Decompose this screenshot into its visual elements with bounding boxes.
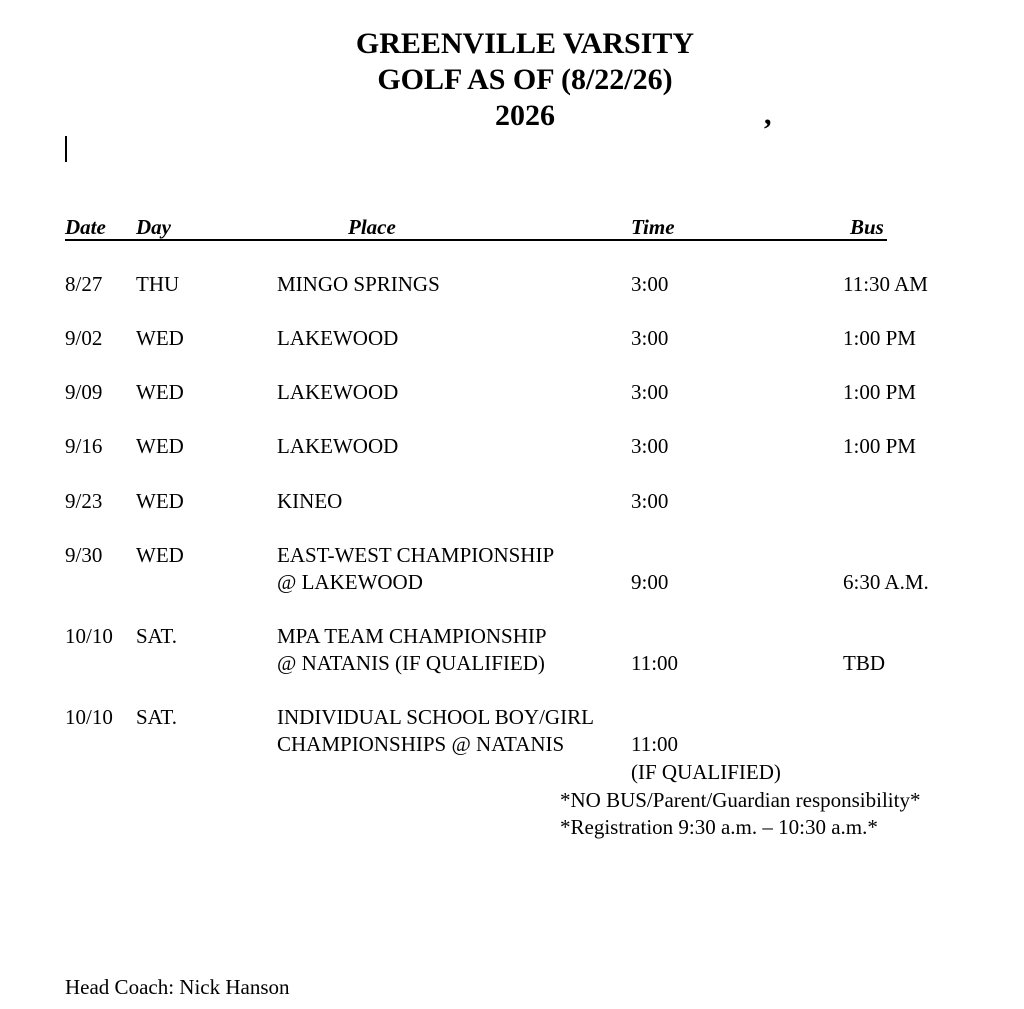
row-date: 8/27 [65, 272, 103, 296]
row-place: EAST-WEST CHAMPIONSHIP [277, 543, 555, 567]
row-place-line-2: @ NATANIS (IF QUALIFIED) [277, 651, 545, 675]
row-bus: TBD [843, 651, 885, 675]
row-place-line-2: @ LAKEWOOD [277, 570, 423, 594]
title-line-3: 2026 [495, 99, 555, 132]
title-line-2: GOLF AS OF (8/22/26) [377, 63, 673, 96]
row-bus: 6:30 A.M. [843, 570, 929, 594]
row-time: 3:00 [631, 380, 669, 404]
row-day: WED [136, 543, 184, 567]
row-place: KINEO [277, 489, 343, 513]
title-line-1: GREENVILLE VARSITY [355, 27, 695, 60]
row-time: 3:00 [631, 489, 669, 513]
stray-comma: , [764, 98, 772, 131]
row-day: WED [136, 380, 184, 404]
row-date: 9/09 [65, 380, 103, 404]
row-time: 3:00 [631, 434, 669, 458]
row-time: 3:00 [631, 272, 669, 296]
row-place: LAKEWOOD [277, 380, 399, 404]
row-date: 9/02 [65, 326, 103, 350]
row-bus: 1:00 PM [843, 380, 916, 404]
row-date: 9/30 [65, 543, 103, 567]
column-header-bus: Bus [850, 215, 884, 239]
row-place: MINGO SPRINGS [277, 272, 440, 296]
column-header-date: Date [65, 215, 106, 239]
row-bus: 11:30 AM [843, 272, 928, 296]
row-day: WED [136, 326, 184, 350]
note-if-qualified: (IF QUALIFIED) [631, 760, 781, 784]
head-coach: Head Coach: Nick Hanson [65, 975, 290, 999]
row-time: 3:00 [631, 326, 669, 350]
row-time: 11:00 [631, 651, 679, 675]
row-bus: 1:00 PM [843, 434, 916, 458]
text-cursor [65, 136, 67, 162]
row-time: 11:00 [631, 732, 679, 756]
row-place: LAKEWOOD [277, 326, 399, 350]
row-day: WED [136, 434, 184, 458]
row-date: 10/10 [65, 705, 113, 729]
row-day: WED [136, 489, 184, 513]
row-date: 9/23 [65, 489, 103, 513]
row-date: 9/16 [65, 434, 103, 458]
note-registration: *Registration 9:30 a.m. – 10:30 a.m.* [560, 815, 878, 839]
row-place: MPA TEAM CHAMPIONSHIP [277, 624, 547, 648]
row-day: SAT. [136, 624, 178, 648]
row-date: 10/10 [65, 624, 113, 648]
note-no-bus: *NO BUS/Parent/Guardian responsibility* [560, 788, 921, 812]
row-place: INDIVIDUAL SCHOOL BOY/GIRL [277, 705, 594, 729]
row-day: SAT. [136, 705, 178, 729]
column-header-time: Time [631, 215, 675, 239]
column-header-place: Place [348, 215, 396, 239]
column-header-day: Day [136, 215, 171, 239]
row-day: THU [136, 272, 180, 296]
row-place: LAKEWOOD [277, 434, 399, 458]
row-bus: 1:00 PM [843, 326, 916, 350]
header-underline [65, 239, 887, 241]
row-time: 9:00 [631, 570, 669, 594]
row-place-line-2: CHAMPIONSHIPS @ NATANIS [277, 732, 565, 756]
